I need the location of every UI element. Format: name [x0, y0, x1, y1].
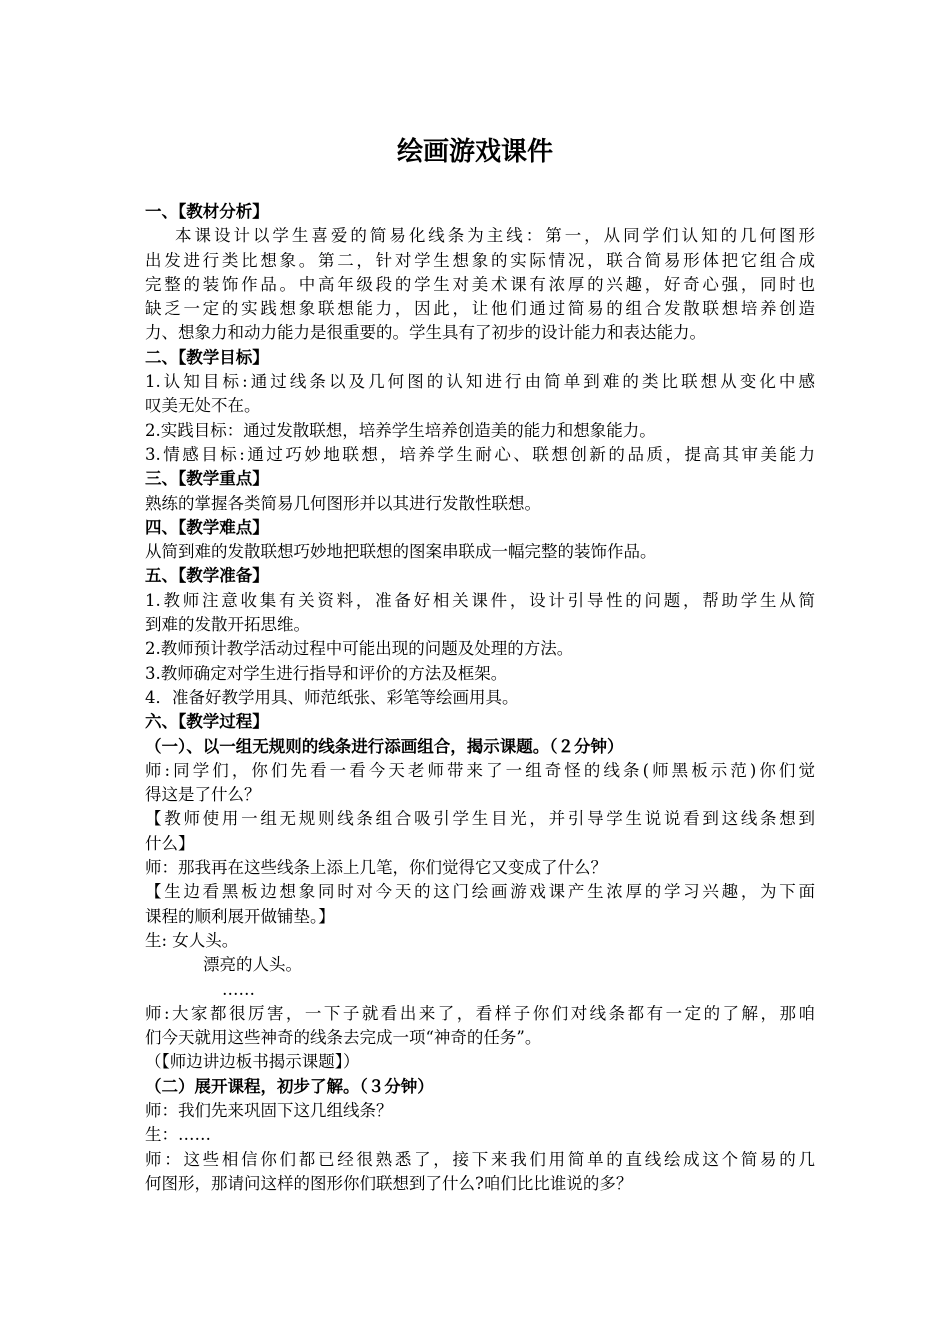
text-line: 熟练的掌握各类简易几何图形并以其进行发散性联想。 — [145, 493, 541, 513]
text-line: 1.教师注意收集有关资料，准备好相关课件，设计引导性的问题，帮助学生从简 — [145, 590, 815, 610]
text-line: 【教师使用一组无规则线条组合吸引学生目光，并引导学生说说看到这线条想到 — [145, 809, 815, 829]
text-line: 【生边看黑板边想象同时对今天的这门绘画游戏课产生浓厚的学习兴趣，为下面 — [145, 882, 815, 902]
text-line: 缺乏一定的实践想象联想能力，因此，让他们通过简易的组合发散联想培养创造 — [145, 299, 815, 319]
text-line: 叹美无处不在。 — [145, 396, 261, 416]
page-title: 绘画游戏课件 — [396, 137, 553, 167]
section-heading: （二）展开课程，初步了解。（３分钟） — [145, 1076, 434, 1096]
text-line: 本课设计以学生喜爱的简易化线条为主线：第一，从同学们认知的几何图形 — [175, 226, 815, 246]
section-heading: （一）、以一组无规则的线条进行添画组合，揭示课题。（２分钟） — [145, 736, 624, 756]
text-line: 1.认知目标:通过线条以及几何图的认知进行由简单到难的类比联想从变化中感 — [145, 372, 815, 392]
section-heading: 四、【教学难点】 — [145, 517, 269, 537]
section-heading: 一、【教材分析】 — [145, 202, 269, 221]
section-heading: 六、【教学过程】 — [145, 712, 269, 732]
section-heading: 五、【教学准备】 — [145, 566, 269, 586]
text-line: 完整的装饰作品。中高年级段的学生对美术课有浓厚的兴趣，好奇心强，同时也 — [145, 274, 815, 294]
text-line: 课程的顺利展开做铺垫。】 — [145, 906, 335, 926]
text-line: 师:大家都很厉害，一下子就看出来了，看样子你们对线条都有一定的了解，那咱 — [145, 1003, 815, 1023]
text-line: 4．准备好教学用具、师范纸张、彩笔等绘画用具。 — [145, 687, 519, 707]
section-heading: 三、【教学重点】 — [145, 469, 269, 489]
text-line: 得这是了什么？ — [145, 785, 261, 805]
text-line: 师:同学们，你们先看一看今天老师带来了一组奇怪的线条(师黑板示范)你们觉 — [145, 760, 815, 780]
text-line: （【师边讲边板书揭示课题】） — [145, 1052, 360, 1072]
section-heading: 二、【教学目标】 — [145, 347, 269, 367]
text-line: 力、想象力和动力能力是很重要的。学生具有了初步的设计能力和表达能力。 — [145, 323, 706, 343]
text-line: 师：这些相信你们都已经很熟悉了，接下来我们用简单的直线绘成这个简易的几 — [145, 1149, 815, 1169]
text-line: 漂亮的人头。 — [203, 955, 302, 975]
text-line: 2.教师预计教学活动过程中可能出现的问题及处理的方法。 — [145, 639, 574, 659]
text-line: 从简到难的发散联想巧妙地把联想的图案串联成一幅完整的装饰作品。 — [145, 542, 657, 562]
text-line: 出发进行类比想象。第二，针对学生想象的实际情况，联合简易形体把它组合成 — [145, 250, 815, 270]
text-line: 师：我们先来巩固下这几组线条？ — [145, 1100, 393, 1120]
text-line: 师：那我再在这些线条上添上几笔，你们觉得它又变成了什么？ — [145, 858, 607, 878]
text-line: 2.实践目标：通过发散联想，培养学生培养创造美的能力和想象能力。 — [145, 420, 656, 440]
text-line: 们今天就用这些神奇的线条去完成一项“神奇的任务”。 — [145, 1028, 542, 1048]
text-line: 到难的发散开拓思维。 — [145, 615, 310, 635]
text-line: …… — [222, 979, 255, 999]
text-line: 生：…… — [145, 1125, 211, 1145]
text-line: 什么】 — [145, 833, 195, 853]
text-line: 3.情感目标:通过巧妙地联想，培养学生耐心、联想创新的品质，提高其审美能力 — [145, 444, 815, 464]
document-body — [145, 200, 815, 1196]
text-line: 何图形，那请问这样的图形你们联想到了什么?咱们比比谁说的多？ — [145, 1173, 633, 1193]
text-line: 生: 女人头。 — [145, 930, 239, 950]
text-line: 3.教师确定对学生进行指导和评价的方法及框架。 — [145, 663, 508, 683]
